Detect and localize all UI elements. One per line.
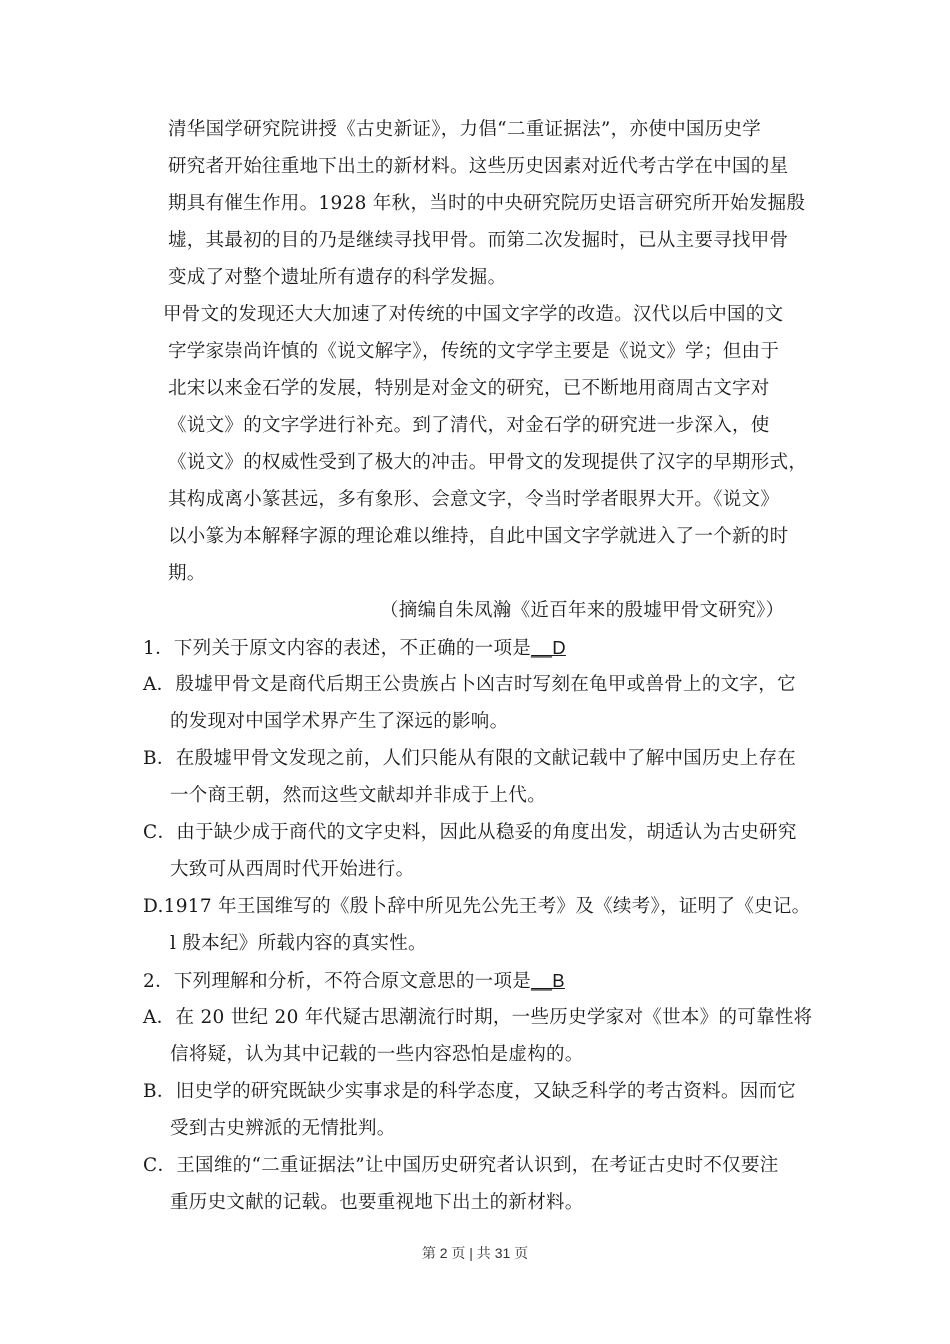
passage-line: 甲骨文的发现还大大加速了对传统的中国文字学的改造。汉代以后中国的文 [163, 304, 784, 325]
passage-line: 变成了对整个遗址所有遗存的科学发掘。 [168, 267, 507, 288]
passage-line: 研究者开始往重地下出土的新材料。这些历史因素对近代考古学在中国的星 [168, 156, 789, 177]
passage-line: 北宋以来金石学的发展，特别是对金文的研究，已不断地用商周古文字对 [168, 378, 770, 399]
passage-line: 其构成离小篆甚远，多有象形、会意文字，令当时学者眼界大开。《说文》 [168, 489, 780, 510]
option-2a-line: 信将疑，认为其中记载的一些内容恐怕是虚构的。 [170, 1044, 584, 1065]
option-1c-line: 大致可从西周时代开始进行。 [170, 859, 415, 880]
option-1b-line: 一个商王朝，然而这些文献却并非成于上代。 [170, 785, 547, 806]
option-1b-line: B．在殷墟甲骨文发现之前，人们只能从有限的文献记载中了解中国历史上存在 [143, 748, 797, 769]
passage-line: 期具有催生作用。1928 年秋，当时的中央研究院历史语言研究所开始发掘殷 [168, 193, 806, 214]
option-1c-line: C．由于缺少成于商代的文字史料，因此从稳妥的角度出发，胡适认为古史研究 [143, 822, 797, 843]
passage-line: 墟，其最初的目的乃是继续寻找甲骨。而第二次发掘时，已从主要寻找甲骨 [168, 230, 789, 251]
option-2b-line: 受到古史辨派的无情批判。 [170, 1118, 396, 1139]
passage-source: （摘编自朱凤瀚《近百年来的殷墟甲骨文研究》） [380, 600, 785, 621]
option-1d-line: D.1917 年王国维写的《殷卜辞中所见先公先王考》及《续考》，证明了《史记。 [143, 896, 811, 917]
option-2b-line: B．旧史学的研究既缺少实事求是的科学态度，又缺乏科学的考古资料。因而它 [143, 1081, 797, 1102]
passage-line: 字学家崇尚许慎的《说文解字》，传统的文字学主要是《说文》学；但由于 [168, 341, 780, 362]
passage-line: 以小篆为本解释字源的理论难以维持，自此中国文字学就进入了一个新的时 [168, 526, 789, 547]
option-2c-line: 重历史文献的记载。也要重视地下出土的新材料。 [170, 1192, 584, 1213]
option-1a-line: A．殷墟甲骨文是商代后期王公贵族占卜凶吉时写刻在龟甲或兽骨上的文字，它 [143, 674, 796, 695]
option-1a-line: 的发现对中国学术界产生了深远的影响。 [170, 711, 509, 732]
option-1d-line: l 殷本纪》所载内容的真实性。 [170, 933, 427, 954]
question-1-stem [143, 636, 566, 661]
question-stem-text: 2．下列理解和分析，不符合原文意思的一项是 [143, 971, 532, 992]
page-number-footer: 第 2 页 | 共 31 页 [421, 1245, 529, 1261]
question-2-stem [143, 969, 565, 994]
passage-line: 《说文》的权威性受到了极大的冲击。甲骨文的发现提供了汉字的早期形式， [168, 452, 808, 473]
passage-line: 期。 [168, 563, 206, 584]
question-stem-text: 1．下列关于原文内容的表述，不正确的一项是 [143, 638, 532, 659]
option-2a-line: A．在 20 世纪 20 年代疑古思潮流行时期，一些历史学家对《世本》的可靠性将 [143, 1007, 813, 1028]
passage-line: 清华国学研究院讲授《古史新证》，力倡“二重证据法”，亦使中国历史学 [168, 119, 762, 140]
option-2c-line: C．王国维的“二重证据法”让中国历史研究者认识到，在考证古史时不仅要注 [143, 1155, 779, 1176]
question-1-answer: __D [531, 637, 566, 658]
passage-line: 《说文》的文字学进行补充。到了清代，对金石学的研究进一步深入，使 [168, 415, 770, 436]
question-2-answer: __B [531, 970, 565, 991]
